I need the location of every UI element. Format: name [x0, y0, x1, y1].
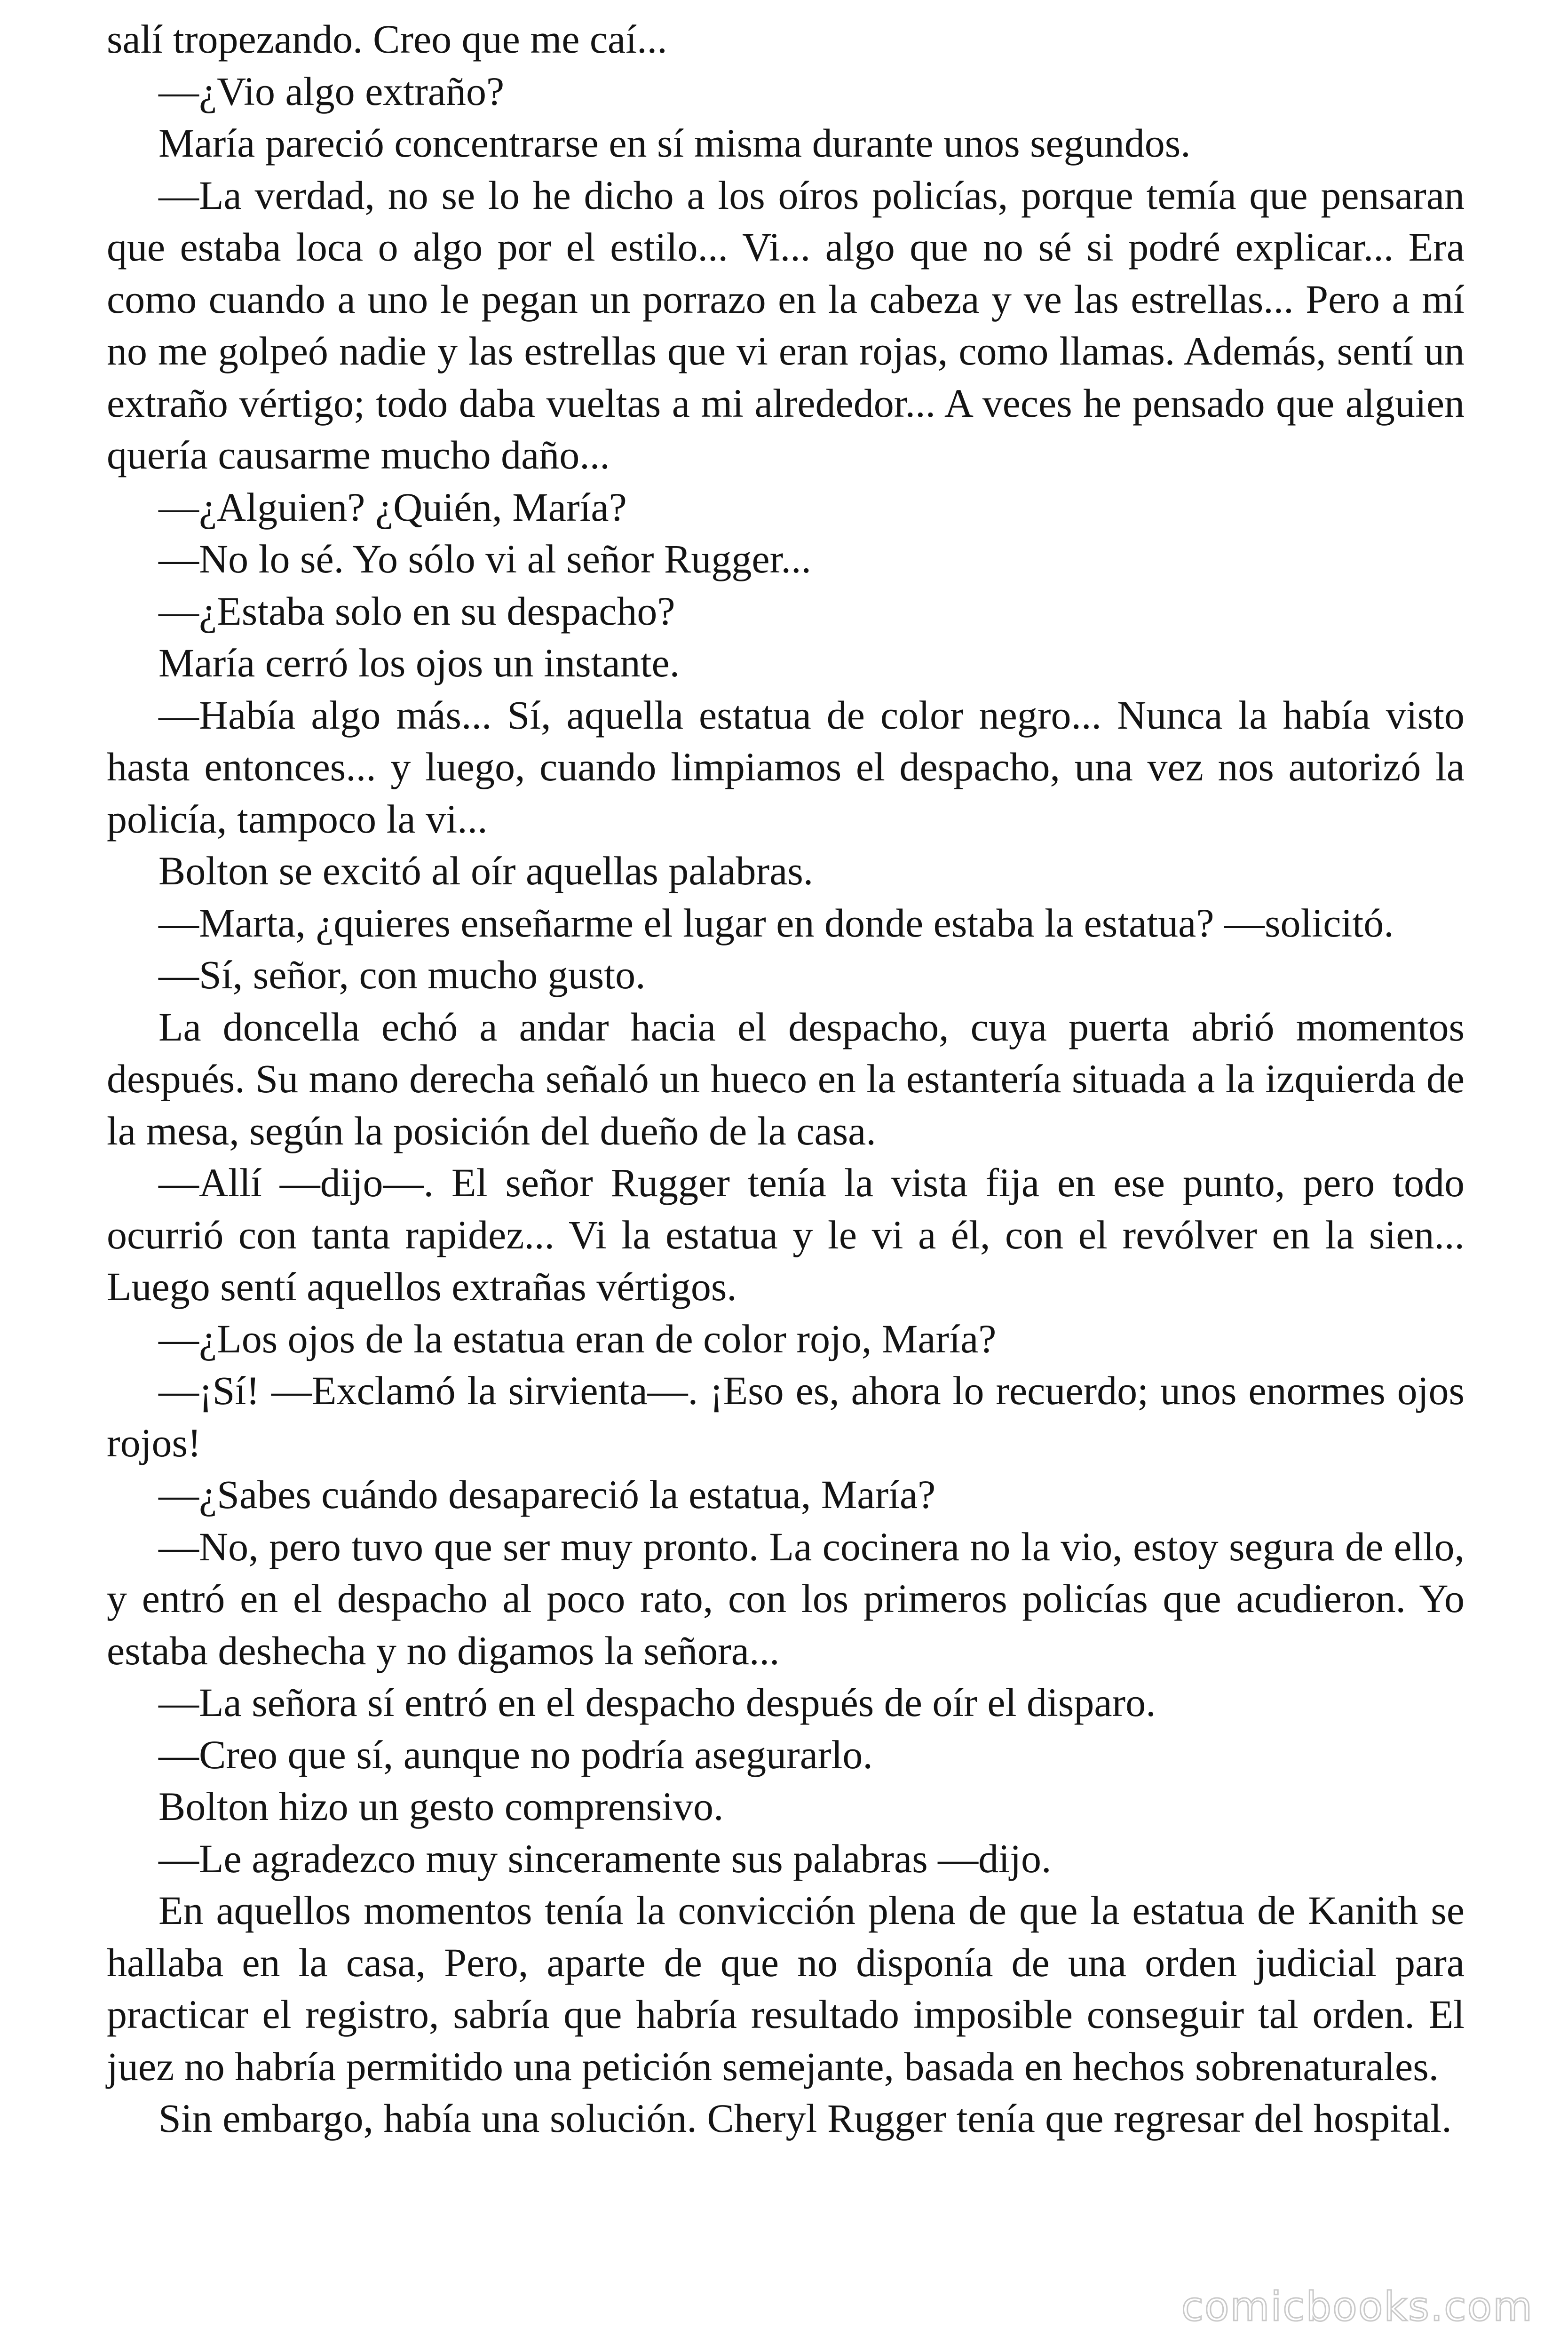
paragraph: —Marta, ¿quieres enseñarme el lugar en donde estaba la estatua? —solicitó. — [158, 900, 1394, 946]
paragraph: —¿Vio algo extraño? — [158, 68, 505, 114]
paragraph: —¿Alguien? ¿Quién, María? — [158, 484, 627, 530]
paragraph: —No lo sé. Yo sólo vi al señor Rugger... — [158, 536, 811, 581]
paragraph: —¡Sí! —Exclamó la sirvienta—. ¡Eso es, ahora lo recuerdo; unos enormes ojos rojos! — [107, 1368, 1465, 1465]
paragraph: —Creo que sí, aunque no podría asegurarlo. — [158, 1732, 873, 1777]
watermark: comicbooks.com — [1181, 2283, 1533, 2330]
paragraph: —La verdad, no se lo he dicho a los oíros policías, porque temía que pensaran que estaba loca o algo por el estilo... Vi... algo que no sé si podré explicar... Era como cuando a uno le pegan un porrazo en la cabeza y ve las estrellas... Pero a mí no me golpeó nadie y las estrellas que vi eran rojas, como llamas. Además, sentí un extraño vértigo; todo daba vueltas a mi alrededor... A veces he pensado que alguien quería causarme mucho daño... — [107, 172, 1465, 477]
paragraph: —¿Estaba solo en su despacho? — [158, 588, 675, 634]
paragraph: —Allí —dijo—. El señor Rugger tenía la vista fija en ese punto, pero todo ocurrió con tanta rapidez... Vi la estatua y le vi a él, con el revólver en la sien... Luego sentí aquellos extrañas vértigos. — [107, 1160, 1465, 1309]
paragraph: —¿Sabes cuándo desapareció la estatua, María? — [158, 1472, 936, 1517]
paragraph: salí tropezando. Creo que me caí... — [107, 16, 667, 62]
paragraph: —Le agradezco muy sinceramente sus palabras —dijo. — [158, 1836, 1052, 1881]
paragraph: —No, pero tuvo que ser muy pronto. La cocinera no la vio, estoy segura de ello, y entró en el despacho al poco rato, con los primeros policías que acudieron. Yo estaba deshecha y no digamos la señora... — [107, 1524, 1465, 1673]
paragraph: María cerró los ojos un instante. — [158, 640, 680, 685]
paragraph: Bolton se excitó al oír aquellas palabras. — [158, 848, 814, 893]
paragraph: María pareció concentrarse en sí misma durante unos segundos. — [158, 120, 1191, 166]
paragraph: Bolton hizo un gesto comprensivo. — [158, 1784, 724, 1829]
book-page — [107, 13, 1465, 2145]
paragraph: En aquellos momentos tenía la convicción plena de que la estatua de Kanith se hallaba en la casa, Pero, aparte de que no disponía de una orden judicial para practicar el registro, sabría que habría resultado imposible conseguir tal orden. El juez no habría permitido una petición semejante, basada en hechos sobrenaturales. — [107, 1888, 1465, 2089]
paragraph: Sin embargo, había una solución. Cheryl Rugger tenía que regresar del hospital. — [158, 2096, 1452, 2141]
paragraph: —Había algo más... Sí, aquella estatua de color negro... Nunca la había visto hasta entonces... y luego, cuando limpiamos el despacho, una vez nos autorizó la policía, tampoco la vi... — [107, 692, 1465, 842]
paragraph: —¿Los ojos de la estatua eran de color rojo, María? — [158, 1316, 997, 1361]
paragraph: —La señora sí entró en el despacho después de oír el disparo. — [158, 1680, 1156, 1725]
paragraph: —Sí, señor, con mucho gusto. — [158, 952, 646, 997]
paragraph: La doncella echó a andar hacia el despacho, cuya puerta abrió momentos después. Su mano derecha señaló un hueco en la estantería situada a la izquierda de la mesa, según la posición del dueño de la casa. — [107, 1004, 1465, 1153]
